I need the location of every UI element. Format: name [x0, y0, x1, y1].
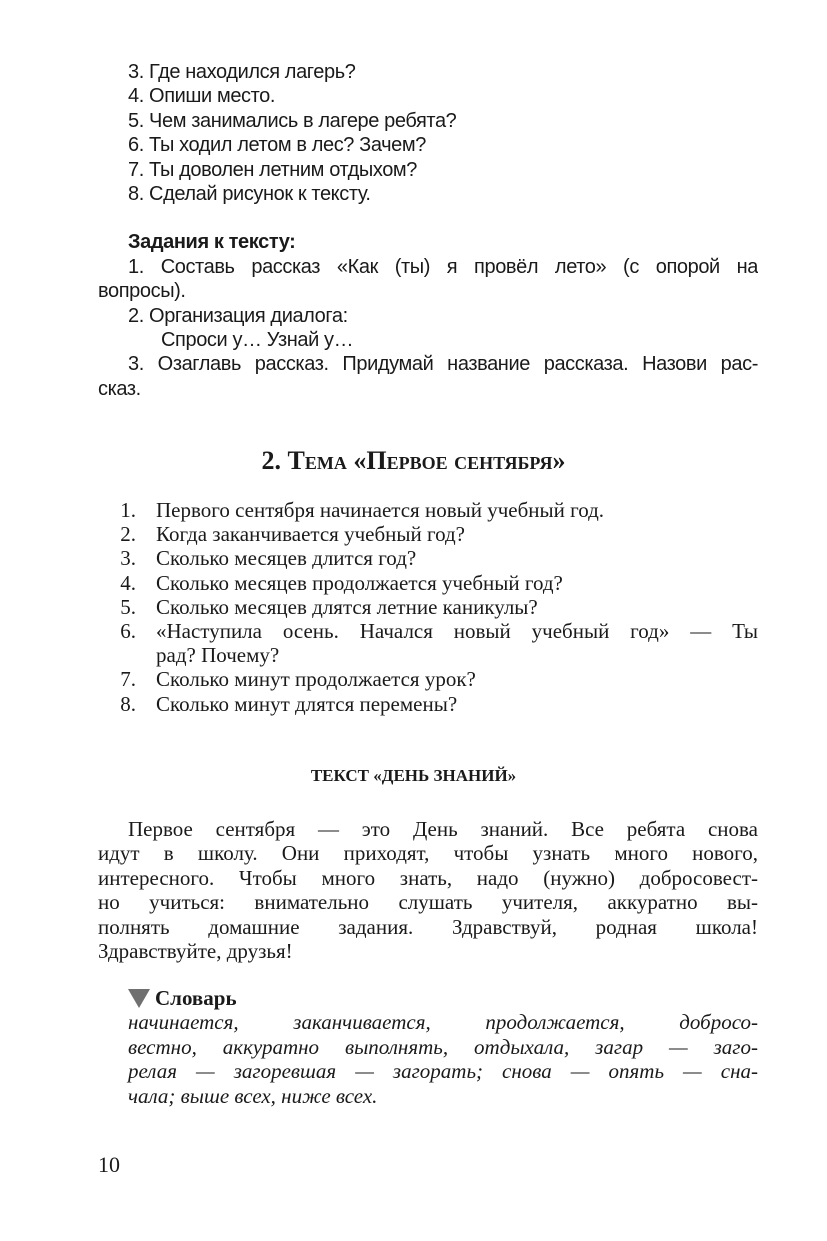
question-text: Сколько месяцев продолжается учебный год?	[156, 570, 563, 595]
vocabulary-line: релая — загоревшая — загорать; снова — опять — сна-	[128, 1059, 758, 1084]
question-item: 4. Опиши место.	[128, 85, 276, 108]
questions-top	[98, 60, 758, 401]
question-item: 8. Сделай рисунок к тексту.	[128, 182, 371, 205]
task-2-sub: Спроси у… Узнай у…	[161, 328, 354, 351]
vocabulary-line: чала; выше всех, ниже всех.	[128, 1083, 378, 1108]
question-text: Сколько месяцев длятся летние каникулы?	[156, 594, 538, 619]
question-row-continuation	[98, 643, 758, 667]
triangle-marker-icon	[128, 989, 150, 1008]
question-text: Когда заканчивается учебный год?	[156, 522, 465, 547]
question-text: рад? Почему?	[156, 643, 280, 668]
text-line: Первое сентября — это День знаний. Все ребята снова	[128, 817, 758, 841]
question-row	[98, 522, 758, 546]
question-row	[98, 619, 758, 643]
text-line: Здравствуйте, друзья!	[98, 938, 293, 963]
text-body	[98, 817, 758, 963]
tasks-heading: Задания к тексту:	[128, 231, 296, 254]
question-number: 4.	[120, 570, 136, 595]
question-row	[98, 571, 758, 595]
text-line: интересного. Чтобы много знать, надо (нужно) добросовест-	[98, 865, 758, 890]
vocabulary-heading-text: Словарь	[155, 986, 237, 1010]
question-number: 3.	[120, 546, 136, 571]
question-number: 8.	[120, 691, 136, 716]
question-number: 2.	[120, 522, 136, 547]
text-title: ТЕКСТ «ДЕНЬ ЗНАНИЙ»	[310, 766, 517, 785]
question-text: Первого сентября начинается новый учебный год.	[156, 498, 605, 522]
text-line: полнять домашние задания. Здравствуй, родная школа!	[98, 914, 758, 939]
vocabulary-line: вестно, аккуратно выполнять, отдыхала, загар — заго-	[128, 1034, 758, 1059]
question-text: Сколько минут продолжается урок?	[156, 667, 476, 692]
question-row	[98, 692, 758, 716]
question-row	[98, 546, 758, 570]
question-number: 6.	[120, 618, 136, 643]
task-2: 2. Организация диалога:	[128, 304, 348, 327]
question-text: Сколько месяцев длится год?	[156, 546, 417, 571]
task-1-line-2: вопросы).	[98, 280, 186, 303]
text-line: но учиться: внимательно слушать учителя, аккуратно вы-	[98, 890, 758, 915]
question-row	[98, 667, 758, 691]
question-number: 5.	[120, 594, 136, 619]
task-3-line-1: 3. Озаглавь рассказ. Придумай название рассказа. Назови рас-	[128, 353, 758, 376]
section-title: 2. Тема «Первое сентября»	[261, 446, 566, 475]
question-row	[98, 595, 758, 619]
question-row	[98, 498, 758, 522]
question-number: 1.	[120, 498, 136, 522]
task-3-line-2: сказ.	[98, 377, 141, 400]
question-number: 7.	[120, 667, 136, 692]
vocabulary	[98, 986, 758, 1108]
question-item: 5. Чем занимались в лагере ребята?	[128, 109, 457, 132]
question-text: Сколько минут длятся перемены?	[156, 691, 458, 716]
question-item: 7. Ты доволен летним отдыхом?	[128, 158, 417, 181]
question-item: 3. Где находился лагерь?	[128, 61, 356, 83]
vocabulary-line: начинается, заканчивается, продолжается, добросо-	[128, 1010, 758, 1035]
page-number: 10	[98, 1152, 120, 1177]
question-text: «Наступила осень. Начался новый учебный год» — Ты	[156, 618, 758, 643]
question-item: 6. Ты ходил летом в лес? Зачем?	[128, 134, 426, 157]
text-line: идут в школу. Они приходят, чтобы узнать много нового,	[98, 841, 758, 866]
section-questions	[98, 498, 758, 716]
vocabulary-heading	[98, 986, 758, 1010]
task-1-line-1: 1. Составь рассказ «Как (ты) я провёл лето» (с опорой на	[128, 255, 758, 278]
